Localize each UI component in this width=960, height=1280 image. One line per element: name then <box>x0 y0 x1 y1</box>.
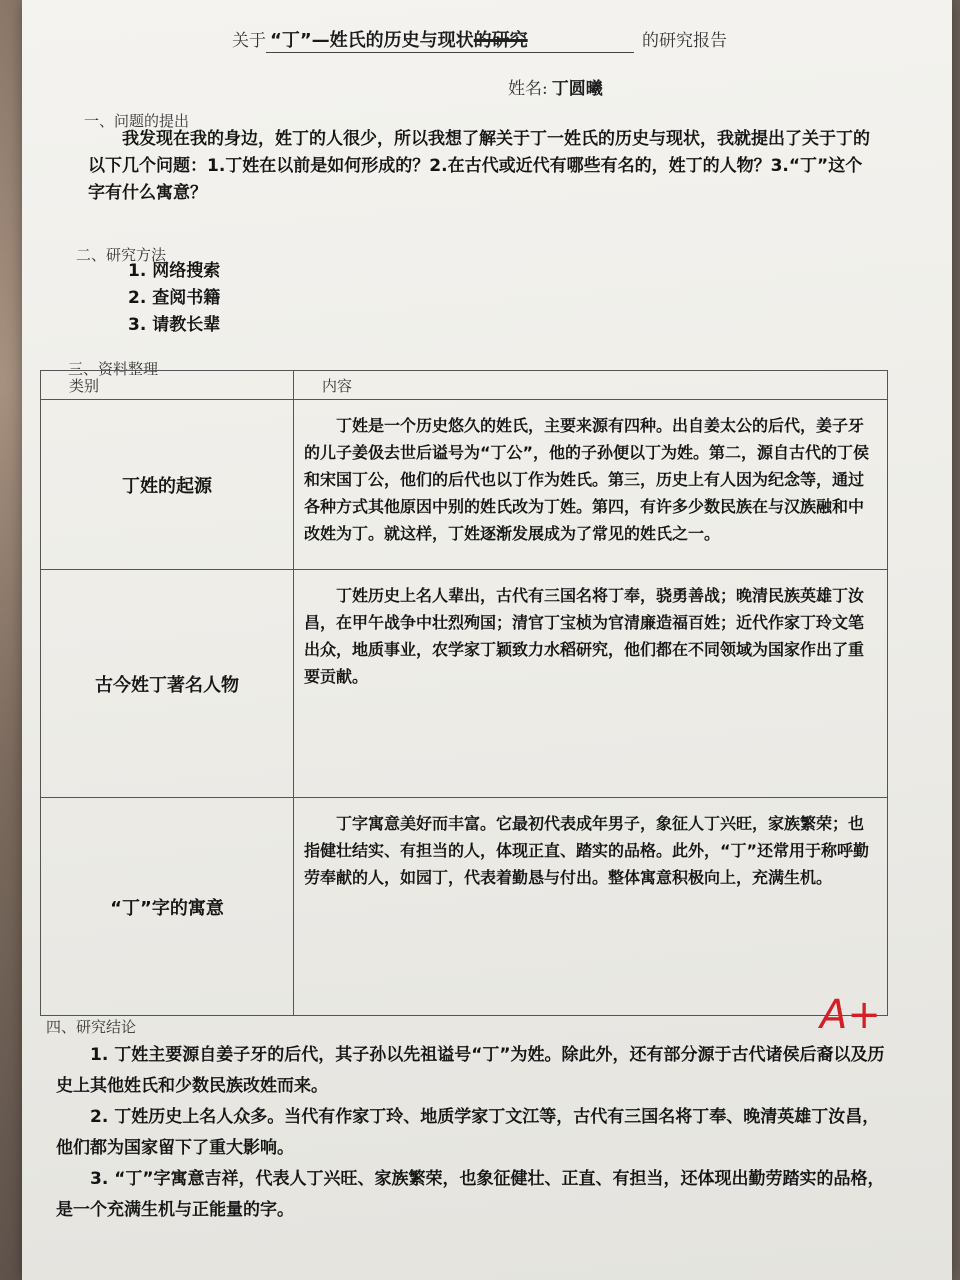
section1-heading: 一、问题的提出 <box>84 112 190 130</box>
table-row <box>41 570 888 798</box>
col-category-header: 类别 <box>41 371 294 400</box>
title-struck-text: 的研究 <box>473 30 528 51</box>
name-value: 丁圆曦 <box>551 79 603 99</box>
conclusion-item: 2. 丁姓历史上名人众多。当代有作家丁玲、地质学家丁文江等，古代有三国名将丁奉、晚清英雄丁汝昌，他们都为国家留下了重大影响。 <box>56 1107 880 1158</box>
col-content-header: 内容 <box>294 371 888 400</box>
method-item: 2. 查阅书籍 <box>128 288 221 308</box>
section1-text: 我发现在我的身边，姓丁的人很少，所以我想了解关于丁一姓氏的历史与现状，我就提出了关于丁的以下几个问题：1.丁姓在以前是如何形成的？2.在古代或近代有哪些有名的，姓丁的人物？3.“丁”这个字有什么寓意？ <box>88 129 870 203</box>
name-field <box>508 74 603 99</box>
row-category: “丁”字的寓意 <box>41 798 294 1016</box>
row-content: 丁字寓意美好而丰富。它最初代表成年男子，象征人丁兴旺，家族繁荣；也指健壮结实、有担当的人，体现正直、踏实的品格。此外，“丁”还常用于称呼勤劳奉献的人，如园丁，代表着勤恳与付出。整体寓意积极向上，充满生机。 <box>294 798 888 1016</box>
section3-heading: 三、资料整理 <box>68 360 159 378</box>
title-topic-field <box>266 26 634 53</box>
row-category: 古今姓丁著名人物 <box>41 570 294 798</box>
title-suffix: 的研究报告 <box>642 31 727 51</box>
report-title <box>232 26 852 53</box>
row-category: 丁姓的起源 <box>41 400 294 570</box>
row-content: 丁姓是一个历史悠久的姓氏，主要来源有四种。出自姜太公的后代，姜子牙的儿子姜伋去世后谥号为“丁公”，他的子孙便以丁为姓。第二，源自古代的丁侯和宋国丁公，他们的后代也以丁作为姓氏。第三，历史上有人因为纪念等，通过各种方式其他原因中别的姓氏改为丁姓。第四，有许多少数民族在与汉族融和中改姓为丁。就这样，丁姓逐渐发展成为了常见的姓氏之一。 <box>294 400 888 570</box>
methods-list <box>128 258 220 339</box>
section4-heading: 四、研究结论 <box>46 1018 137 1036</box>
section2-heading: 二、研究方法 <box>76 246 167 264</box>
grade-mark <box>820 992 881 1038</box>
table-header-row <box>41 371 888 400</box>
data-table <box>40 370 888 1016</box>
conclusion-item: 3. “丁”字寓意吉祥，代表人丁兴旺、家族繁荣，也象征健壮、正直、有担当，还体现出勤劳踏实的品格，是一个充满生机与正能量的字。 <box>56 1169 885 1220</box>
grade-text: A+ <box>820 992 881 1038</box>
conclusion-list <box>56 1040 886 1226</box>
title-prefix: 关于 <box>232 31 266 51</box>
title-topic: “丁”—姓氏的历史与现状 <box>270 30 474 51</box>
method-item: 3. 请教长辈 <box>128 315 221 335</box>
table-row <box>41 798 888 1016</box>
table-row <box>41 400 888 570</box>
conclusion-item: 1. 丁姓主要源自姜子牙的后代，其子孙以先祖谥号“丁”为姓。除此外，还有部分源于古代诸侯后裔以及历史上其他姓氏和少数民族改姓而来。 <box>56 1045 885 1096</box>
row-content: 丁姓历史上名人辈出，古代有三国名将丁奉，骁勇善战；晚清民族英雄丁汝昌，在甲午战争中壮烈殉国；清官丁宝桢为官清廉造福百姓；近代作家丁玲文笔出众，地质事业，农学家丁颖致力水稻研究，他们都在不同领域为国家作出了重要贡献。 <box>294 570 888 798</box>
name-label: 姓名: <box>508 79 548 99</box>
method-item: 1. 网络搜索 <box>128 261 221 281</box>
